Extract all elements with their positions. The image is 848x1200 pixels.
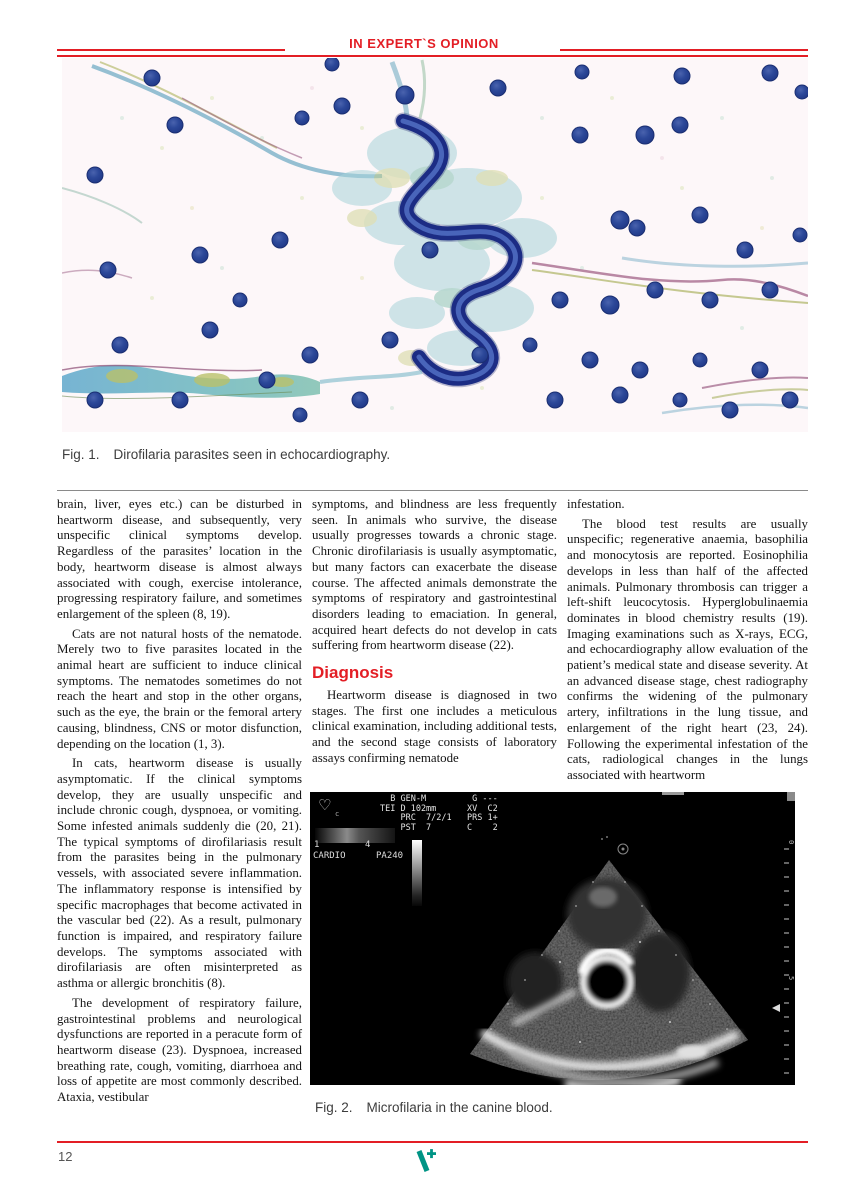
figure2-caption-label: Fig. 2.: [315, 1100, 353, 1115]
figure1-micrograph: [62, 58, 808, 432]
heart-icon: ♡: [318, 796, 332, 814]
marker-4: 4: [365, 840, 371, 850]
publisher-logo-icon: [412, 1146, 438, 1174]
status-line: PRC 7/2/1 PRS 1+: [380, 813, 498, 823]
page-number: 12: [58, 1149, 73, 1164]
depth-label-5: 5: [787, 976, 795, 981]
paragraph: symptoms, and blindness are less frequently seen. In animals who survive, the disease usually progresses towards a chronic stage. Chronic dirofilariasis is usually asymptomatic, but many factors can exacerbate the disease course. The affected animals demonstrate the symptoms of respiratory and gastrointestinal disorders leading to emaciation. In general, acquired heart defects do not develop in cats suffering from heartworm disease (22).: [312, 497, 557, 653]
v-plus-logo-icon: [412, 1146, 438, 1174]
header-rule-right: [560, 49, 808, 51]
figure1-caption-text: Dirofilaria parasites seen in echocardiography.: [113, 447, 391, 462]
probe-label: PA240: [376, 851, 404, 861]
heart-icon-sub: c: [335, 810, 340, 818]
paragraph: infestation.: [567, 497, 625, 511]
depth-label-0: 0: [787, 840, 795, 845]
paragraph: The blood test results are usually unspecific; regenerative anaemia, basophilia and monocytosis are reported. Eosinophilia develops in less than half of the affected animals. Pulmonary thrombosis can trigger a left-shift leucocytosis. Hyperglobulinaemia dominates in blood chemistry results (19). Imaging examinations such as X-rays, ECG, and echocardiography allow evaluation of the patient’s medical state and disease severity. At an advanced disease stage, chest radiography confirms the widening of the pulmonary artery, infiltrations in the lung tissue, and enlargement of the right heart (23, 24). Following the experimental infestation of the cats, radiological changes in the lungs associated with heartworm: [567, 516, 808, 782]
micrograph-image: [62, 58, 808, 432]
paragraph: brain, liver, eyes etc.) can be disturbed in heartworm disease, and subsequently, very unspecific clinical symptoms develop. Regardless of the parasites’ location in the body, heartworm disease is almost always associated with cough, exercise intolerance, progressing respiratory failure, and sometimes enlargement of the spleen (8, 19).: [57, 497, 302, 621]
figure2-caption-text: Microfilaria in the canine blood.: [366, 1100, 553, 1115]
section-rubric-title: IN EXPERT`S OPINION: [349, 36, 499, 51]
paragraph: Heartworm disease is diagnosed in two stages. The first one includes a meticulous clinical examination, including additional tests, and the second stage consists of laboratory assays confirming nematode: [312, 688, 557, 765]
text-column-3: [567, 497, 808, 784]
header-rule-left: [57, 49, 285, 51]
status-line: PST 7 C 2: [380, 822, 498, 833]
figure2-caption: [315, 1100, 553, 1115]
status-line: B GEN-M G ---: [380, 794, 498, 804]
text-column-1: [57, 497, 302, 1106]
text-column-2: [312, 497, 557, 767]
column-top-rule: [57, 490, 808, 491]
scan-corner-marker: [787, 792, 795, 801]
figure1-caption-label: Fig. 1.: [62, 447, 100, 462]
paragraph: In cats, heartworm disease is usually asymptomatic. If the clinical symptoms develop, they are usually unspecific and include chronic cough, dyspnoea, or vomiting. Some infested animals suddenly die (20, 21). The typical symptoms of dirofilariasis result from the parasites being in the pulmonary vessels, with associated severe inflammation. The inflammatory response is intensified by specific macrophages that become activated in the vascular bed (22). As a result, pulmonary function is impaired, and respiratory failure develops. The symptoms associated with dirofilariasis are often misinterpreted as asthma or allergic bronchitis (8).: [57, 756, 302, 991]
gain-gradient-bar: [412, 840, 422, 906]
header-rule-full: [57, 55, 808, 57]
scan-top-marker: [662, 792, 684, 795]
paragraph: Cats are not natural hosts of the nematode. Merely two to five parasites located in the animal heart are sufficient to induce clinical symptoms. The nematodes sometimes do not reach the heart and stop in the other organs, such as the eye, the brain or the femoral artery causing, blindness, CNS or motor disfunction, depending on the location (1, 3).: [57, 626, 302, 751]
scanner-status-block: [380, 795, 498, 833]
status-line: TEI D 102mm XV C2: [380, 803, 498, 814]
footer-rule: [57, 1141, 808, 1143]
marker-1: 1: [314, 840, 320, 850]
diagnosis-heading: Diagnosis: [312, 663, 394, 683]
preset-label: CARDIO: [313, 851, 346, 861]
figure2-ultrasound: [310, 792, 795, 1085]
figure1-caption: [62, 447, 390, 462]
paragraph: The development of respiratory failure, gastrointestinal problems and neurological dysfunctions are reported in a peracute form of heartworm disease (23). Dyspnoea, increased breathing rate, cough, vomiting, diarrhoea and loss of appetite are most commonly described. Ataxia, vestibular: [57, 995, 302, 1105]
